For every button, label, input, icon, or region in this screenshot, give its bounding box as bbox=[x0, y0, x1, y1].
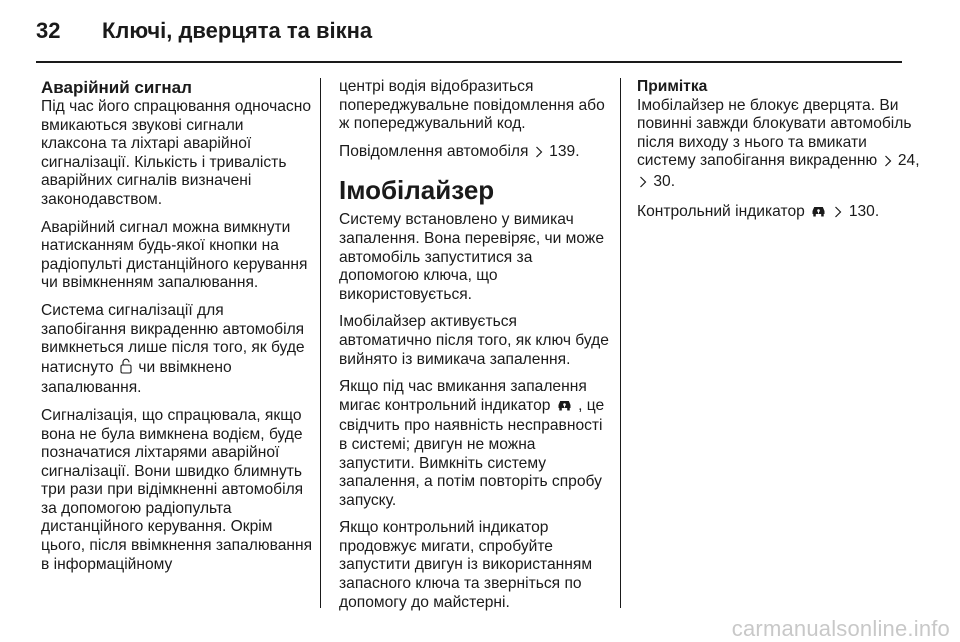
page-header bbox=[36, 18, 372, 48]
paragraph-text: Якщо під час вмикання запалення мигає контрольний індикатор bbox=[339, 378, 587, 414]
paragraph: Сигналізація, що спрацювала, якщо вона не була вимкнена водієм, буде позначатися ліхтарями аварійної сигналізації. Вони швидко блимнуть три рази при відімкненні автомобіля за допомогою радіопульта дистанційного керування. Окрім цього, після ввімкнення запалювання в інформаційному bbox=[41, 406, 313, 573]
paragraph bbox=[41, 302, 313, 398]
paragraph: Під час його спрацювання одночасно вмикаються звукові сигнали клаксона та ліхтарі аварійної сигналізації. Кількість і тривалість аварійних сигналів визначені законодавством. bbox=[41, 98, 312, 208]
note-heading: Примітка bbox=[637, 78, 708, 95]
column-divider bbox=[620, 78, 621, 608]
column-divider bbox=[320, 78, 321, 608]
page-reference[interactable]: 139. bbox=[549, 142, 580, 160]
paragraph: Якщо контрольний індикатор продовжує мигати, спробуйте запустити двигун із використанням запасного ключа та зверніться по допомогу до майстерні. bbox=[339, 519, 593, 611]
column-2 bbox=[339, 78, 611, 621]
section-heading-alarm: Аварійний сигнал bbox=[41, 78, 192, 97]
paragraph: Імобілайзер активується автоматично після того, як ключ буде вийнято із вимикача запалення. bbox=[339, 313, 609, 368]
page-reference-arrow-icon bbox=[834, 205, 842, 224]
immobilizer-car-key-icon bbox=[811, 204, 826, 224]
paragraph-text: Повідомлення автомобіля bbox=[339, 142, 529, 160]
paragraph bbox=[339, 143, 611, 164]
paragraph bbox=[339, 378, 611, 510]
page-reference-arrow-icon bbox=[639, 175, 647, 194]
paragraph: Аварійний сигнал можна вимкнути натисканням будь-якої кнопки на радіопульті дистанційного керування чи ввімкненням запалювання. bbox=[41, 218, 308, 292]
paragraph: Систему встановлено у вимикач запалення. Вона перевіряє, чи може автомобіль запуститися за допомогою ключа, що використовується. bbox=[339, 211, 604, 303]
paragraph-text: , це свідчить про наявність несправності в системі; двигун не можна запустити. Вимкніть систему запалення, а потім повторіть спробу запуску. bbox=[339, 396, 605, 509]
chapter-title: Ключі, дверцята та вікна bbox=[102, 18, 373, 43]
watermark: carmanualsonline.info bbox=[731, 616, 950, 641]
header-rule bbox=[36, 61, 902, 63]
page-number: 32 bbox=[36, 18, 61, 43]
column-3 bbox=[637, 78, 927, 232]
page-reference-arrow-icon bbox=[535, 145, 543, 164]
section-heading-immobilizer: Імобілайзер bbox=[339, 175, 495, 206]
paragraph-text: чи ввімкнено запалювання. bbox=[41, 358, 232, 397]
page-reference-arrow-icon bbox=[884, 154, 892, 173]
page-reference[interactable]: 24, bbox=[897, 152, 920, 170]
paragraph-text: Контрольний індикатор bbox=[637, 202, 805, 220]
paragraph bbox=[637, 203, 927, 224]
paragraph: центрі водія відобразиться попереджувальне повідомлення або ж попереджувальний код. bbox=[339, 78, 605, 133]
immobilizer-car-key-icon bbox=[557, 398, 572, 418]
column-1 bbox=[41, 78, 313, 583]
note-paragraph bbox=[637, 97, 927, 194]
paragraph-text: Система сигналізації для запобігання викраденню автомобіля вимкнеться лише після того, як буде натиснуто bbox=[41, 301, 305, 376]
unlock-key-icon bbox=[120, 358, 132, 380]
page-reference[interactable]: 30. bbox=[653, 172, 676, 190]
page-reference[interactable]: 130. bbox=[848, 202, 880, 220]
note-text: Імобілайзер не блокує дверцята. Ви повинні завжди блокувати автомобіль після виходу з нього та вмикати систему запобігання викраденню bbox=[637, 96, 912, 170]
